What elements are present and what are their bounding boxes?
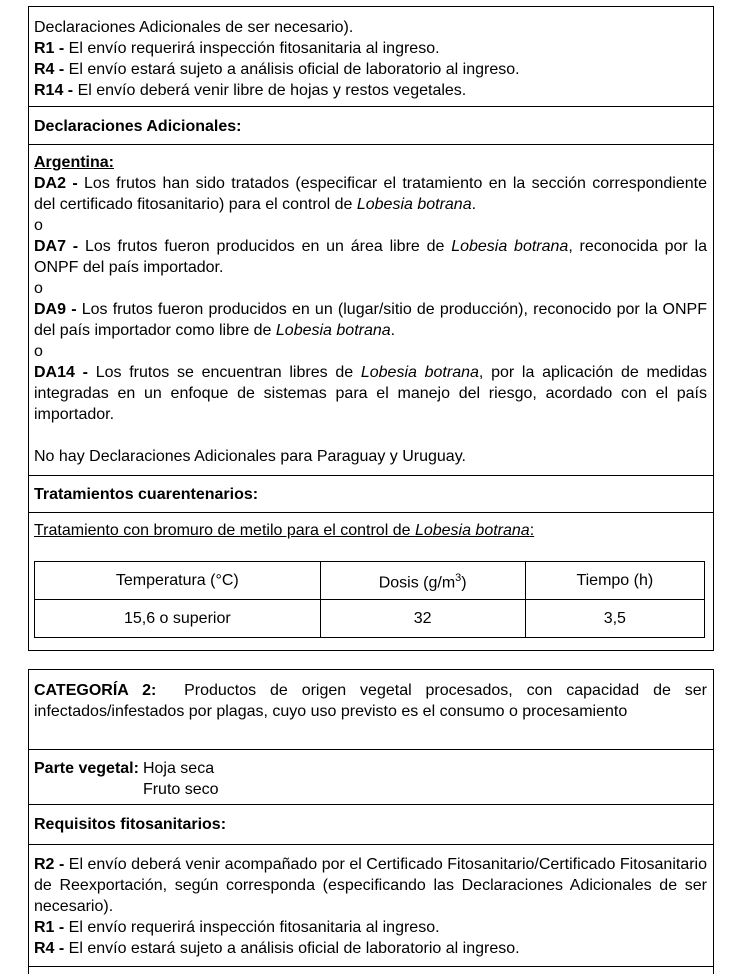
declaration-da14: DA14 - Los frutos se encuentran libres de Lobesia botrana, por la aplicación de medidas integradas en un enfoque de sistemas para el manejo del riesgo, acordado con el país importador. bbox=[34, 364, 707, 423]
no-declarations-note: No hay Declaraciones Adicionales para Paraguay y Uruguay. bbox=[34, 448, 466, 465]
header-temperature: Temperatura (°C) bbox=[35, 562, 321, 600]
plant-part-item: Fruto seco bbox=[142, 781, 219, 798]
header-dose: Dosis $(g/m^3)$ bbox=[320, 562, 525, 600]
declaration-da9: DA9 - Los frutos fueron producidos en un (lugar/sitio de producción), reconocido por la ONPF del país importador como libre de Lobesia botrana. bbox=[34, 301, 708, 339]
requirement-r4: R4 - El envío estará sujeto a análisis oficial de laboratorio al ingreso. bbox=[34, 61, 520, 78]
plant-part-row bbox=[29, 750, 713, 805]
table-row bbox=[35, 600, 705, 638]
cell-dose: 32 bbox=[320, 600, 525, 638]
or-separator: o bbox=[34, 217, 43, 234]
requirement-r2: R2 - El envío deberá venir acompañado por el Certificado Fitosanitario/Certificado Fitosanitario de Reexportación, según corresponda (especificando las Declaraciones Adicionales de ser necesario). bbox=[34, 856, 707, 915]
declaration-da2: DA2 - Los frutos han sido tratados (especificar el tratamiento en la sección correspondiente del certificado fitosanitario) para el control de Lobesia botrana. bbox=[34, 175, 708, 213]
requirement-tail: Declaraciones Adicionales de ser necesario). bbox=[34, 19, 354, 36]
plant-part-label: Parte vegetal: bbox=[34, 760, 139, 777]
treatment-table bbox=[34, 561, 705, 638]
header-time: Tiempo (h) bbox=[525, 562, 704, 600]
or-separator: o bbox=[34, 280, 43, 297]
requirement-r1: R1 - El envío requerirá inspección fitosanitaria al ingreso. bbox=[34, 919, 440, 936]
cell-time: 3,5 bbox=[525, 600, 704, 638]
plant-part-item: Hoja seca bbox=[142, 760, 215, 777]
requirement-r14: R14 - El envío deberá venir libre de hojas y restos vegetales. bbox=[34, 82, 467, 99]
treatment-body bbox=[29, 513, 713, 650]
or-separator: o bbox=[34, 343, 43, 360]
cell-temperature: 15,6 o superior bbox=[35, 600, 321, 638]
requirements-table-1 bbox=[28, 6, 714, 651]
treatment-title: Tratamiento con bromuro de metilo para el control de Lobesia botrana: bbox=[34, 522, 535, 539]
country-argentina: Argentina: bbox=[34, 154, 114, 171]
bottom-rule bbox=[28, 966, 714, 967]
requirements-row bbox=[29, 7, 713, 107]
category-label: CATEGORÍA 2: bbox=[34, 682, 157, 699]
additional-declarations-heading: Declaraciones Adicionales: bbox=[29, 107, 713, 145]
category-description: Productos de origen vegetal procesados, con capacidad de ser infectados/infestados por plagas, cuyo uso previsto es el consumo o procesamiento bbox=[34, 682, 707, 720]
quarantine-treatments-heading: Tratamientos cuarentenarios: bbox=[29, 476, 713, 513]
declaration-da7: DA7 - Los frutos fueron producidos en un área libre de Lobesia botrana, reconocida por la ONPF del país importador. bbox=[34, 238, 707, 276]
table-header-row bbox=[35, 562, 705, 600]
category-2-row bbox=[29, 670, 713, 750]
phytosanitary-requirements-body bbox=[29, 845, 713, 975]
requirement-r1: R1 - El envío requerirá inspección fitosanitaria al ingreso. bbox=[34, 40, 440, 57]
additional-declarations-body bbox=[29, 145, 713, 476]
requirements-table-2 bbox=[28, 669, 714, 974]
requirement-r4: R4 - El envío estará sujeto a análisis oficial de laboratorio al ingreso. bbox=[34, 940, 520, 957]
phytosanitary-requirements-heading: Requisitos fitosanitarios: bbox=[29, 805, 713, 845]
